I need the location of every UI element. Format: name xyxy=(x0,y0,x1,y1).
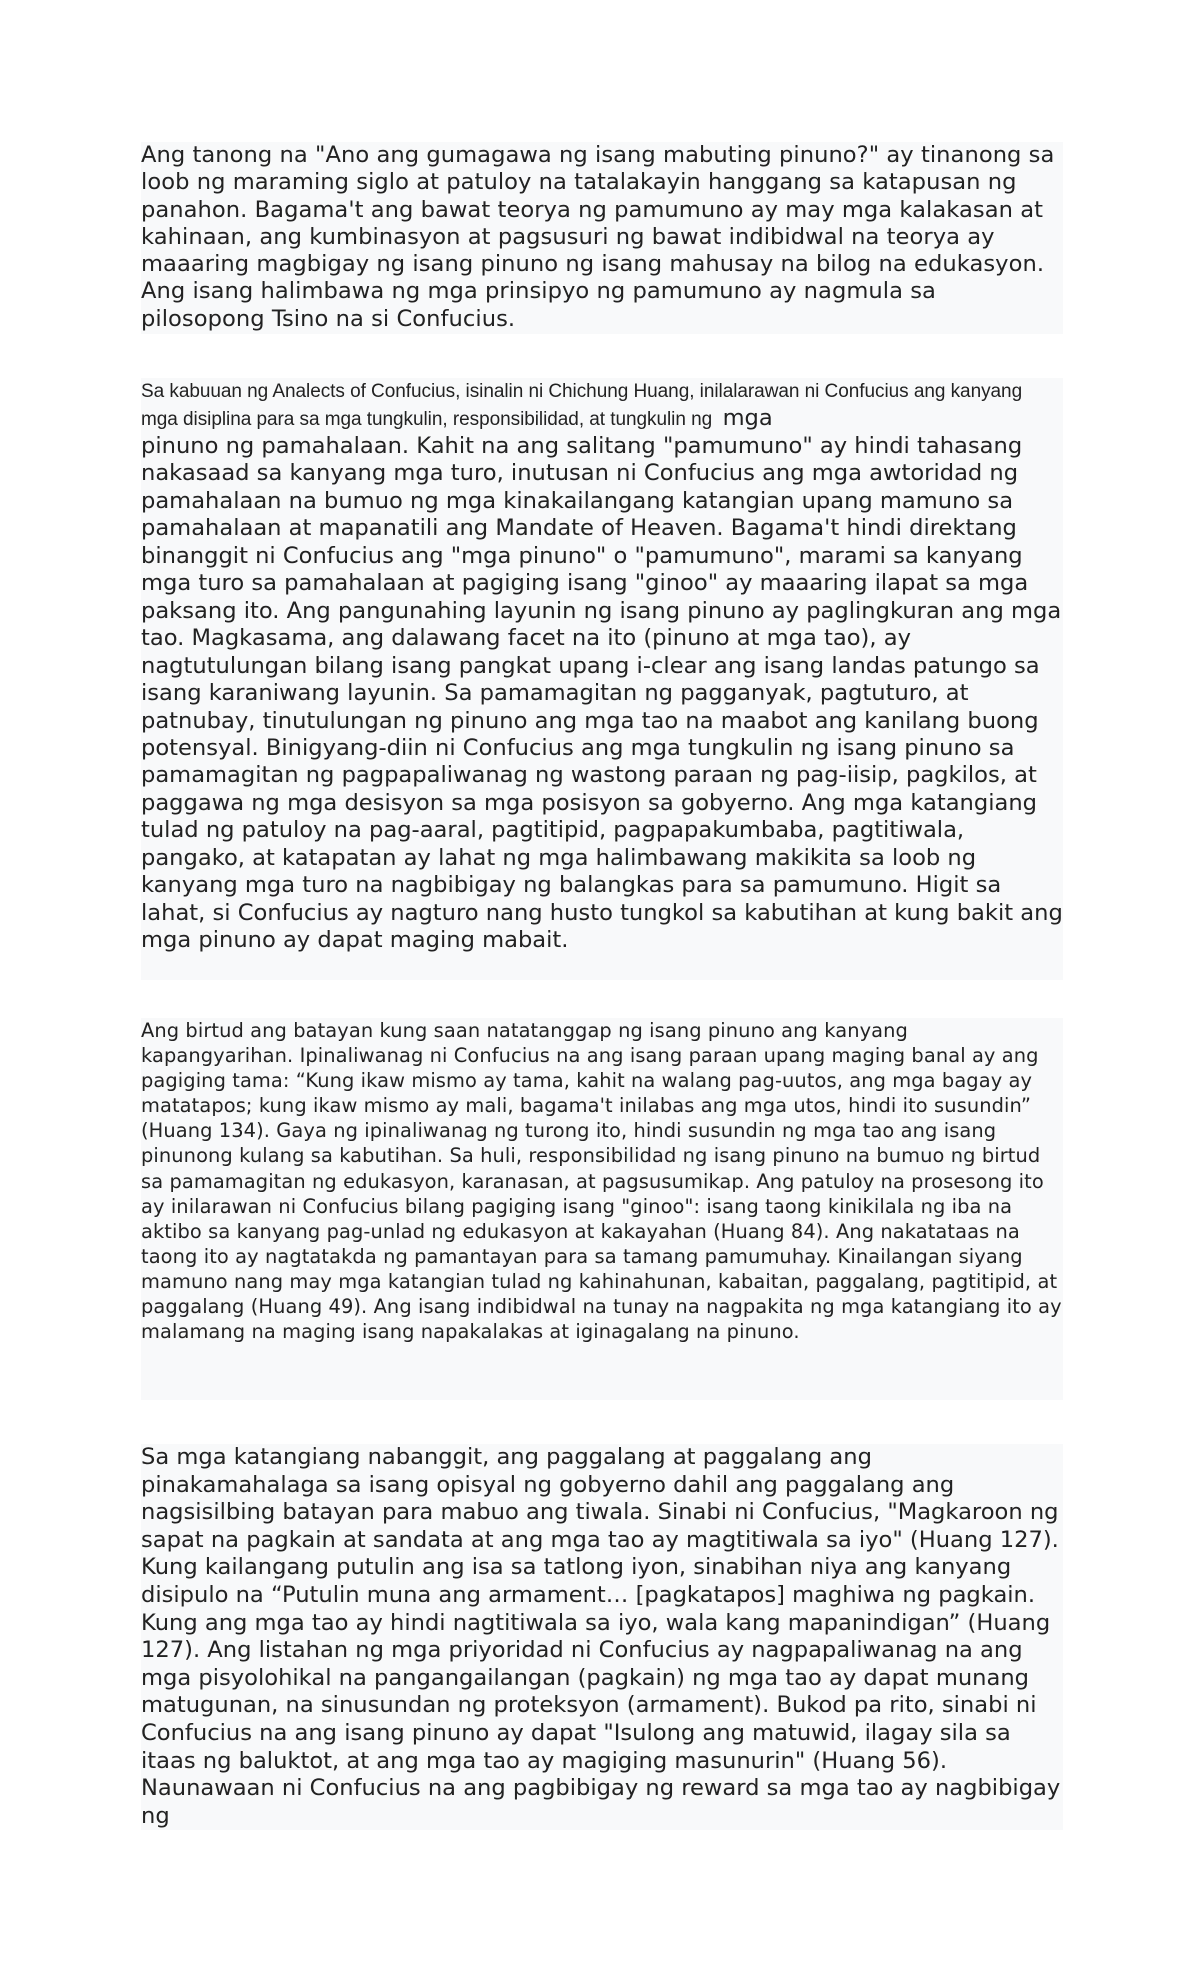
paragraph-3-text: Ang birtud ang batayan kung saan natatanggap ng isang pinuno ang kanyang kapangyarihan. Ipinaliwanag ni Confucius na ang isang paraan upang maging banal ay ang pagiging tama: “Kung ikaw mismo ay tama, kahit na walang pag-uutos, ang mga bagay ay matatapos; kung ikaw mismo ay mali, bagama't inilabas ang mga utos, hindi ito susundin” (Huang 134). Gaya ng ipinaliwanag ng turong ito, hindi susundin ng mga tao ang isang pinunong kulang sa kabutihan. Sa huli, responsibilidad ng isang pinuno na bumuo ng birtud sa pamamagitan ng edukasyon, karanasan, at pagsusumikap. Ang patuloy na prosesong ito ay inilarawan ni Confucius bilang pagiging isang "ginoo": isang taong kinikilala ng iba na aktibo sa kanyang pag-unlad ng edukasyon at kakayahan (Huang 84). Ang nakatataas na taong ito ay nagtatakda ng pamantayan para sa tamang pamumuhay. Kinailangan siyang mamuno nang may mga katangian tulad ng kahinahunan, kabaitan, paggalang, pagtitipid, at paggalang (Huang 49). Ang isang indibidwal na tunay na nagpakita ng mga katangiang ito ay malamang na maging isang napakalakas at iginagalang na pinuno. xyxy=(141,1019,1062,1344)
paragraph-2-text: pinuno ng pamahalaan. Kahit na ang salitang "pamumuno" ay hindi tahasang nakasaad sa kanyang mga turo, inutusan ni Confucius ang mga awtoridad ng pamahalaan na bumuo ng mga kinakailangang katangian upang mamuno sa pamahalaan at mapanatili ang Mandate of Heaven. Bagama't hindi direktang binanggit ni Confucius ang "mga pinuno" o "pamumuno", marami sa kanyang mga turo sa pamahalaan at pagiging isang "ginoo" ay maaaring ilapat sa mga paksang ito. Ang pangunahing layunin ng isang pinuno ay paglingkuran ang mga tao. Magkasama, ang dalawang facet na ito (pinuno at mga tao), ay nagtutulungan bilang isang pangkat upang i-clear ang isang landas patungo sa isang karaniwang layunin. Sa pamamagitan ng pagganyak, pagtuturo, at patnubay, tinutulungan ng pinuno ang mga tao na maabot ang kanilang buong potensyal. Binigyang-diin ni Confucius ang mga tungkulin ng isang pinuno sa pamamagitan ng pagpapaliwanag ng wastong paraan ng pag-iisip, pagkilos, at paggawa ng mga desisyon sa mga posisyon sa gobyerno. Ang mga katangiang tulad ng patuloy na pag-aaral, pagtitipid, pagpapakumbaba, pagtitiwala, pangako, at katapatan ay lahat ng mga halimbawang makikita sa loob ng kanyang mga turo na nagbibigay ng balangkas para sa pamumuno. Higit sa lahat, si Confucius ay nagturo nang husto tungkol sa kabutihan at kung bakit ang mga pinuno ay dapat maging mabait. xyxy=(141,433,1063,954)
paragraph-1-text: Ang tanong na "Ano ang gumagawa ng isang mabuting pinuno?" ay tinanong sa loob ng maraming siglo at patuloy na tatalakayin hanggang sa katapusan ng panahon. Bagama't ang bawat teorya ng pamumuno ay may mga kalakasan at kahinaan, ang kumbinasyon at pagsusuri ng bawat indibidwal na teorya ay maaaring magbigay ng isang pinuno ng isang mahusay na bilog na edukasyon. Ang isang halimbawa ng mga prinsipyo ng pamumuno ay nagmula sa pilosopong Tsino na si Confucius. xyxy=(141,142,1055,332)
paragraph-2 xyxy=(141,378,1063,980)
paragraph-2-lead-text: Sa kabuuan ng Analects of Confucius, isinalin ni Chichung Huang, inilalarawan ni Confucius ang kanyang mga disiplina para sa mga tungkulin, responsibilidad, at tungkulin ng xyxy=(141,381,1023,430)
paragraph-3 xyxy=(141,1018,1063,1400)
paragraph-1 xyxy=(141,142,1063,334)
paragraph-2-lead xyxy=(141,378,1063,433)
paragraph-2-lead-tail: mga xyxy=(722,405,773,431)
paragraph-4-text: Sa mga katangiang nabanggit, ang paggalang at paggalang ang pinakamahalaga sa isang opisyal ng gobyerno dahil ang paggalang ang nagsisilbing batayan para mabuo ang tiwala. Sinabi ni Confucius, "Magkaroon ng sapat na pagkain at sandata at ang mga tao ay magtitiwala sa iyo" (Huang 127). Kung kailangang putulin ang isa sa tatlong iyon, sinabihan niya ang kanyang disipulo na “Putulin muna ang armament… [pagkatapos] maghiwa ng pagkain. Kung ang mga tao ay hindi nagtitiwala sa iyo, wala kang mapanindigan” (Huang 127). Ang listahan ng mga priyoridad ni Confucius ay nagpapaliwanag na ang mga pisyolohikal na pangangailangan (pagkain) ng mga tao ay dapat munang matugunan, na sinusundan ng proteksyon (armament). Bukod pa rito, sinabi ni Confucius na ang isang pinuno ay dapat "Isulong ang matuwid, ilagay sila sa itaas ng baluktot, at ang mga tao ay magiging masunurin" (Huang 56). Naunawaan ni Confucius na ang pagbibigay ng reward sa mga tao ay nagbibigay ng xyxy=(141,1444,1061,1829)
paragraph-4 xyxy=(141,1444,1063,1830)
